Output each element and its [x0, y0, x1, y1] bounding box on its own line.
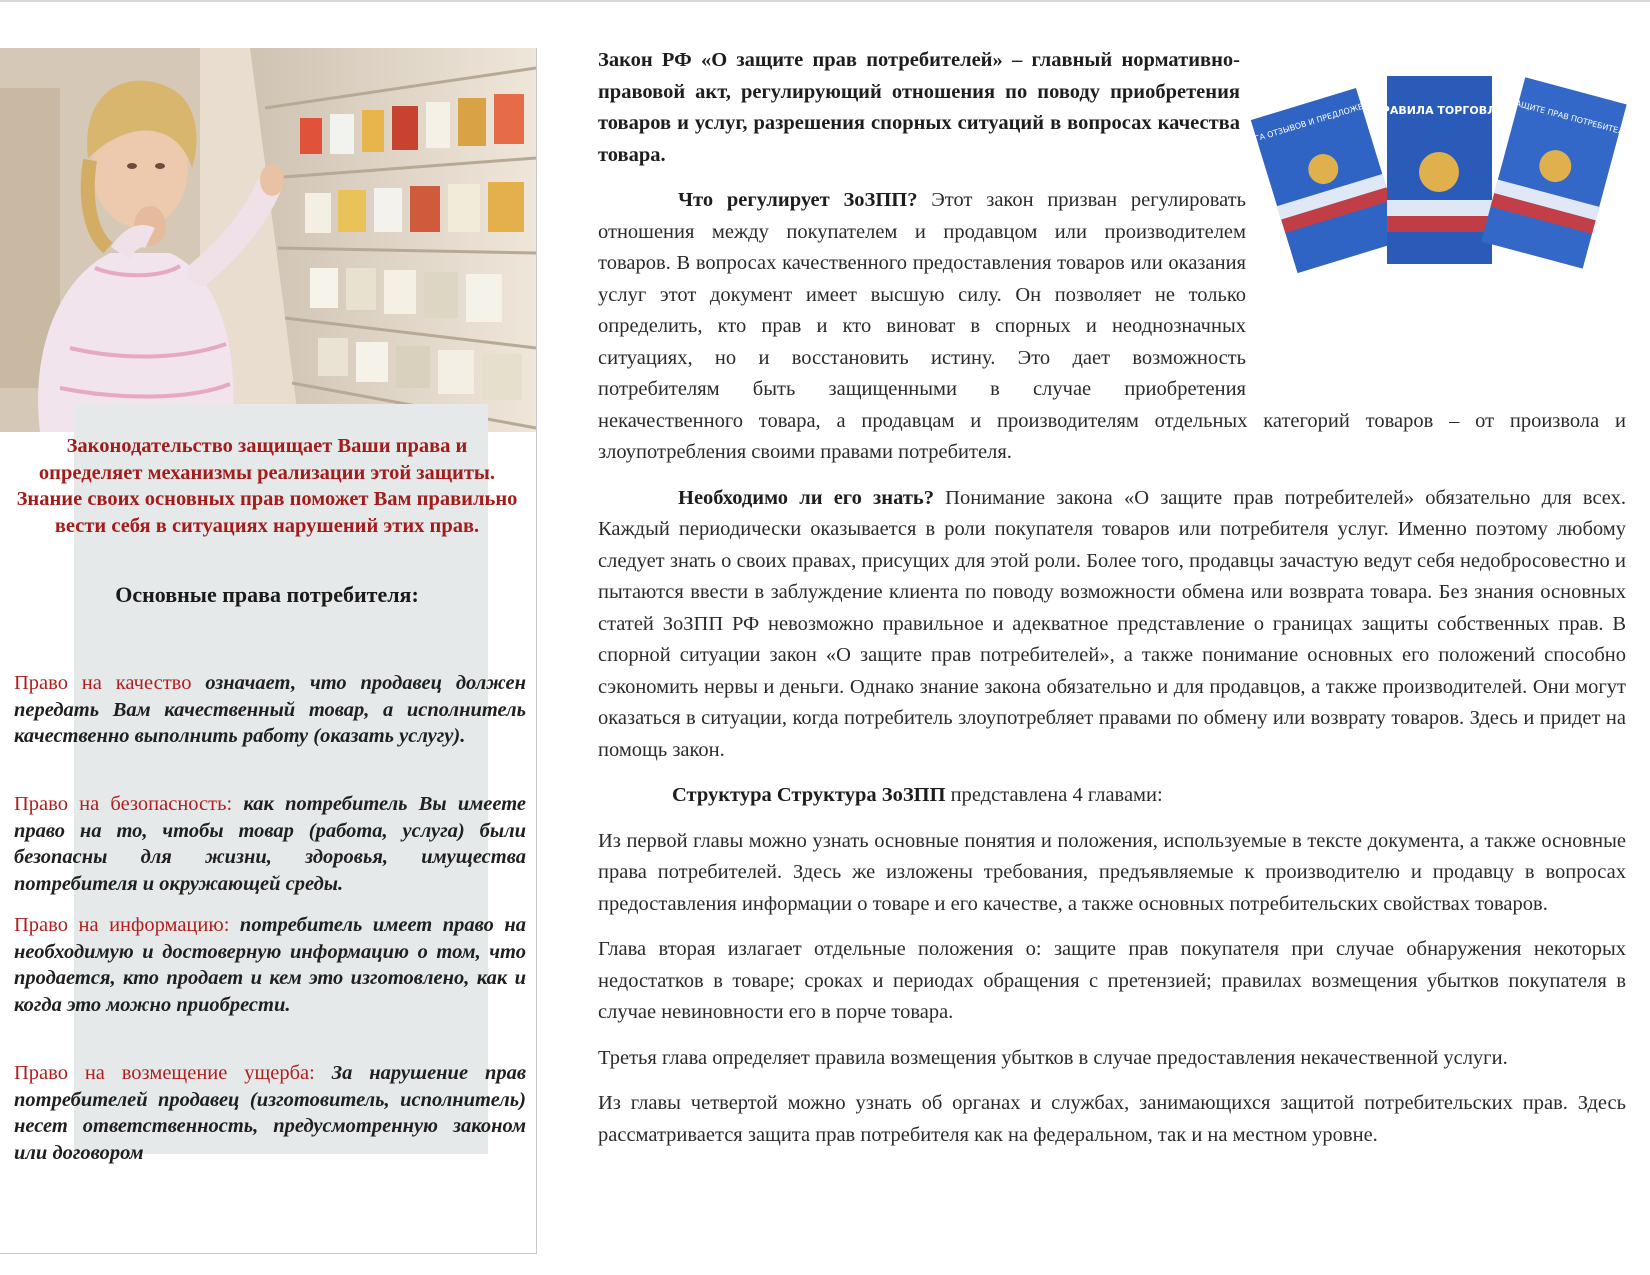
right-description: потребитель имеет право на необходимую и достоверную информацию о том, что продается, кто продает и кем это изготовлено, как и когда это можно приобрести.: [14, 914, 526, 1016]
shopper-illustration: [0, 48, 536, 432]
question-title: Что регулирует ЗоЗПП?: [678, 189, 918, 211]
right-description: За нарушение прав потребителей продавец (изготовитель, исполнитель) несет ответственность, предусмотренную законом или договором: [14, 1062, 526, 1164]
structure-text: представлена 4 главами:: [945, 784, 1163, 806]
book-3-title: О ЗАЩИТЕ ПРАВ ПОТРЕБИТЕЛЕЙ: [1501, 95, 1636, 140]
right-description: как потребитель Вы имеете право на то, чтобы товар (работа, услуга) были безопасны для жизни, здоровья, имущества потребителя и окружающей среды.: [14, 793, 526, 895]
lead-paragraph: Закон РФ «О защите прав потребителей» – главный нормативно-правовой акт, регулирующий отношения по поводу приобретения товаров и услуг, разрешения спорных ситуаций в вопросах качества товара.: [598, 49, 1240, 166]
chapter-2-paragraph: Глава вторая излагает отдельные положения о: защите прав покупателя при случае обнаружения некоторых недостатков в товаре; сроках и периодах обращения с претензией; правилах возмещения убытков покупателя в случае невиновности его в порче товара.: [598, 938, 1626, 1023]
right-description: означает, что продавец должен передать Вам качественный товар, а исполнитель качественно выполнить работу (оказать услугу).: [14, 672, 526, 747]
right-information: [14, 912, 526, 1018]
chapter-3-paragraph: Третья глава определяет правила возмещения убытков в случае предоставления некачественной услуги.: [598, 1046, 1508, 1069]
right-title: Право на информацию:: [14, 914, 230, 936]
question-text: Этот закон призван регулировать отношения между покупателем и продавцом или производителем товаров. В вопросах качественного предоставления товаров или оказания услуг этот документ имеет высшую силу. Он позволяет не только определить, кто прав и кто виноват в спорных и неоднозначных ситуациях, но и восстановить истину. Это дает возможность потребителям быть защищенными в случае приобретения некачественного товара, а продавцам и производителям отдельных категорий товаров – от произвола и злоупотребления своими правами потребителя.: [598, 189, 1626, 463]
shopper-photo: [0, 48, 536, 432]
question-text: Понимание закона «О защите прав потребителей» обязательно для всех. Каждый периодически оказывается в роли покупателя товаров или потребителя услуг. Именно поэтому любому следует знать о своих правах, присущих для этой роли. Более того, продавцы зачастую ведут себя недобросовестно и пытаются ввести в заблуждение клиента по поводу возможности обмена или возврата товара. Без знания основных статей ЗоЗПП РФ невозможно правильное и адекватное представление о границах защиты собственных прав. В спорной ситуации закон «О защите прав потребителей», а также понимание основных его положений способно сэкономить нервы и деньги. Однако знание закона обязательно и для продавцов, а также производителей. Они могут оказаться в ситуации, когда потребитель злоупотребляет правами по обмену или возврату товаров. Здесь и придет на помощь закон.: [598, 486, 1626, 761]
book-1-title: КНИГА ОТЗЫВОВ И ПРЕДЛОЖЕНИЙ: [1236, 96, 1382, 149]
chapter-4-paragraph: Из главы четвертой можно узнать об органах и службах, занимающихся защитой потребительских прав. Здесь рассматривается защита прав потребителя как на федеральном, так и на местном уровне.: [598, 1092, 1626, 1146]
image-wrap-spacer: [1246, 185, 1626, 397]
question-need-to-know: [598, 483, 1626, 767]
top-rule: [0, 0, 1650, 2]
right-safety: [14, 791, 526, 897]
rights-heading: Основные права потребителя:: [115, 582, 419, 607]
right-quality: [14, 670, 526, 750]
question-title: Необходимо ли его знать?: [678, 486, 934, 509]
structure-paragraph: [598, 780, 1626, 812]
question-regulates: [598, 185, 1626, 469]
chapter-1-paragraph: Из первой главы можно узнать основные понятия и положения, используемые в тексте документа, а также основные права потребителей. Здесь же изложены требования, предъявляемые к производителю и продавцу в вопросах предоставления информации о товаре и его качестве, а также основных потребительских свойствах товаров.: [598, 829, 1626, 915]
right-compensation: [14, 1060, 526, 1166]
right-title: Право на безопасность:: [14, 793, 233, 815]
right-title: Право на качество: [14, 672, 192, 694]
right-title: Право на возмещение ущерба:: [14, 1062, 315, 1084]
main-column: [598, 45, 1626, 1165]
book-2-title: ПРАВИЛА ТОРГОВЛИ: [1372, 104, 1506, 117]
intro-highlight: Законодательство защищает Ваши права и определяет механизмы реализации этой защиты. Знание своих основных прав поможет Вам правильно вести себя в ситуациях нарушений этих прав.: [16, 435, 518, 537]
structure-title: Структура Структура ЗоЗПП: [672, 784, 946, 806]
